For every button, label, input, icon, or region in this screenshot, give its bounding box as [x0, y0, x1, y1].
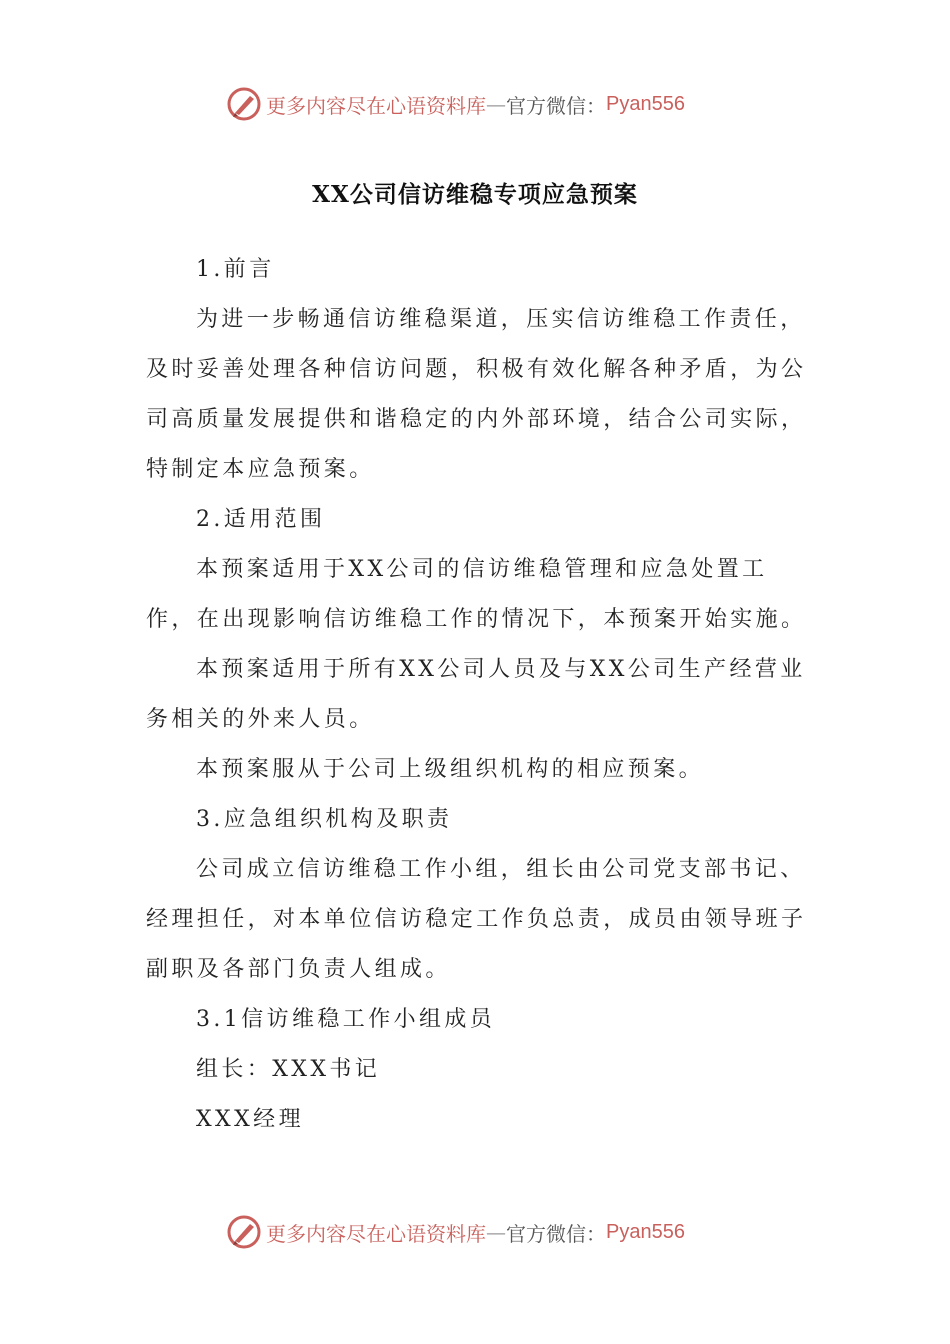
banner-text: 更多内容尽在心语资料库 — [266, 93, 486, 118]
banner-separator: — — [486, 1220, 506, 1244]
footer-banner — [226, 1212, 685, 1252]
document-body — [146, 245, 816, 1145]
paragraph: 组长：XXX书记 — [196, 1057, 381, 1082]
paragraph: 本预案服从于公司上级组织机构的相应预案。 — [196, 757, 705, 782]
paragraph: 公司成立信访维稳工作小组，组长由公司党支部书记、经理担任，对本单位信访稳定工作负总责，成员由领导班子副职及各部门负责人组成。 — [146, 857, 807, 982]
paragraph: 2.适用范围 — [196, 507, 326, 532]
paragraph: 为进一步畅通信访维稳渠道，压实信访维稳工作责任，及时妥善处理各种信访问题，积极有效化解各种矛盾，为公司高质量发展提供和谐稳定的内外部环境，结合公司实际，特制定本应急预案。 — [146, 307, 807, 482]
banner-separator: — — [486, 92, 506, 116]
document-title: XX公司信访维稳专项应急预案 — [312, 181, 638, 208]
paragraph: 3.应急组织机构及职责 — [196, 807, 453, 832]
paragraph: XXX经理 — [196, 1107, 304, 1132]
paragraph: 本预案适用于XX公司的信访维稳管理和应急处置工作，在出现影响信访维稳工作的情况下，本预案开始实施。 — [146, 557, 807, 632]
banner-wechat-id: Pyan556 — [606, 92, 685, 115]
banner-text: 更多内容尽在心语资料库 — [266, 1221, 486, 1246]
header-banner — [226, 84, 685, 124]
pen-logo-icon — [226, 86, 262, 122]
paragraph: 1.前言 — [196, 257, 275, 282]
paragraph: 本预案适用于所有XX公司人员及与XX公司生产经营业务相关的外来人员。 — [146, 657, 806, 732]
banner-wechat-label: 官方微信： — [506, 93, 606, 118]
banner-wechat-label: 官方微信： — [506, 1221, 606, 1246]
banner-wechat-id: Pyan556 — [606, 1220, 685, 1243]
paragraph: 3.1信访维稳工作小组成员 — [196, 1007, 496, 1032]
pen-logo-icon — [226, 1214, 262, 1250]
